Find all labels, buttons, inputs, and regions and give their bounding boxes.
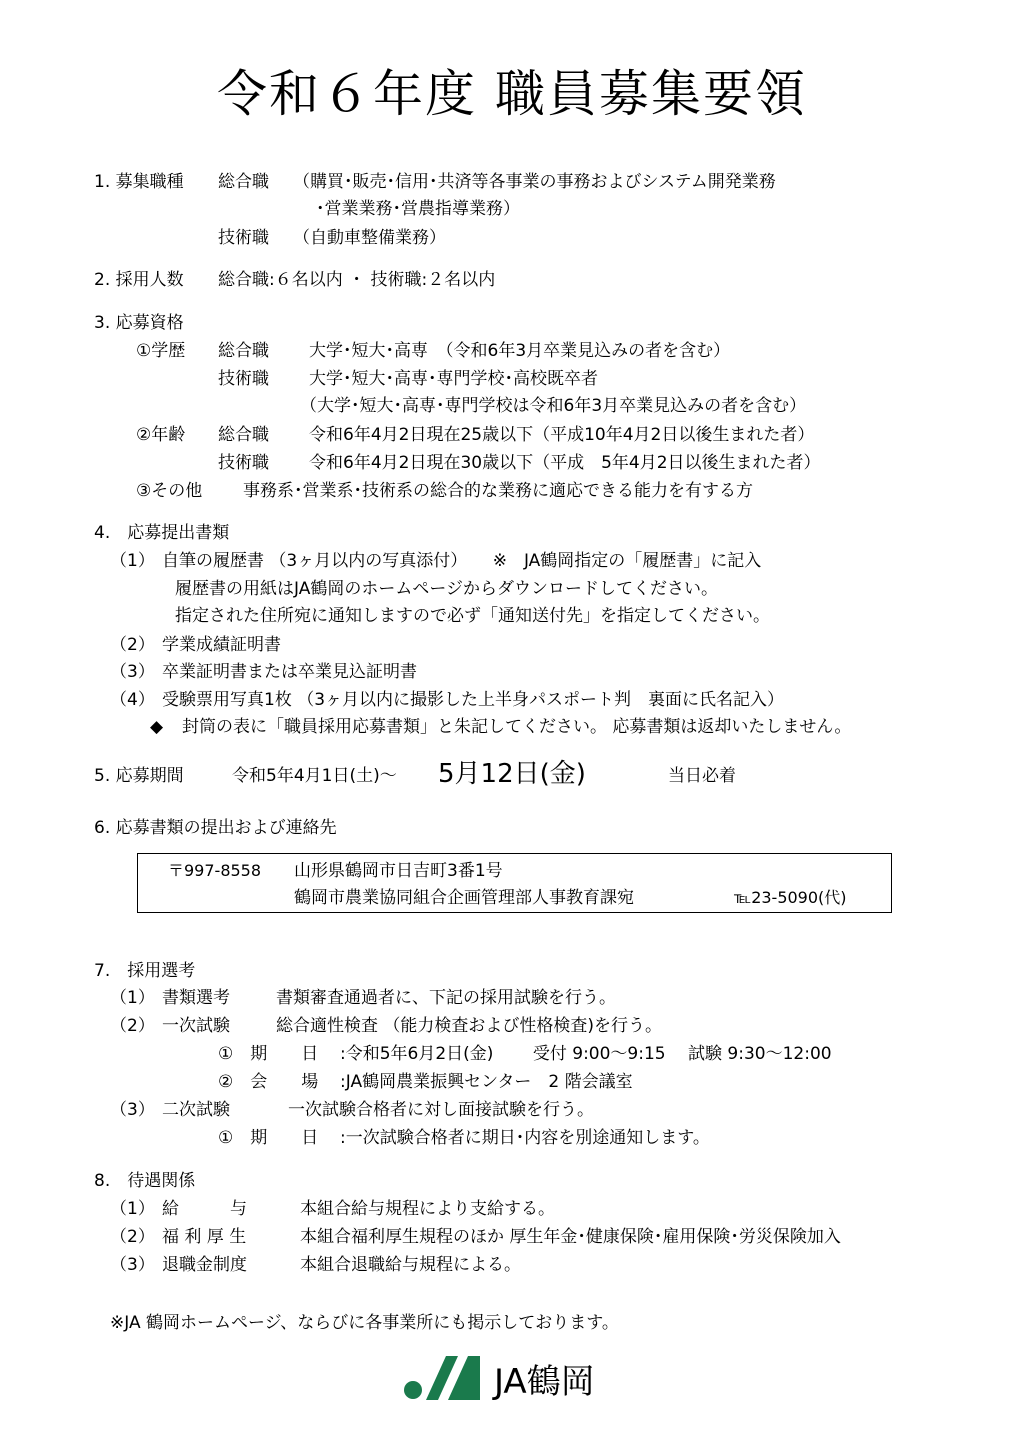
page-title: 令和６年度 職員募集要領 — [217, 65, 807, 123]
select-2-label: 一次試験 — [162, 1016, 230, 1036]
select-2-text: 総合適性検査 （能力検査および性格検査)を行う。 — [276, 1016, 663, 1036]
doc-2-text: 学業成績証明書 — [162, 635, 281, 655]
job-general-desc: （購買･販売･信用･共済等各事業の事務およびシステム開発業務 — [293, 172, 776, 192]
job-tech-desc: （自動車整備業務） — [293, 228, 446, 248]
section-1-heading: 1. 募集職種 — [94, 172, 184, 192]
select-1-num: （1） — [110, 988, 155, 1008]
select-3-text: 一次試験合格者に対し面接試験を行う。 — [288, 1100, 594, 1120]
select-3-label: 二次試験 — [162, 1100, 230, 1120]
logo-text: JA鶴岡 — [494, 1362, 595, 1402]
select-2-venue: :JA鶴岡農業振興センター 2 階会議室 — [340, 1072, 633, 1092]
doc-1-sub1: 履歴書の用紙はJA鶴岡のホームページからダウンロードしてください。 — [175, 579, 719, 599]
section-4-heading: 4. 応募提出書類 — [94, 523, 230, 543]
benefit-3-text: 本組合退職給与規程による。 — [300, 1255, 521, 1275]
doc-4-num: （4） — [110, 690, 155, 710]
select-2-num: （2） — [110, 1016, 155, 1036]
select-2-venue-label: ② 会 場 — [218, 1072, 319, 1092]
footer-note: ※JA 鶴岡ホームページ、ならびに各事業所にも掲示しております。 — [110, 1313, 619, 1333]
other-text: 事務系･営業系･技術系の総合的な業務に適応できる能力を有する方 — [243, 481, 753, 501]
doc-1-text: 自筆の履歴書 （3ヶ月以内の写真添付） ※ JA鶴岡指定の「履歴書」に記入 — [162, 551, 762, 571]
job-tech-label: 技術職 — [218, 228, 269, 248]
select-2-date-label: ① 期 日 — [218, 1044, 319, 1064]
benefit-3-num: （3） — [110, 1255, 155, 1275]
contact-address: 山形県鶴岡市日吉町3番1号 — [294, 861, 503, 881]
section-7-heading: 7. 採用選考 — [94, 961, 196, 981]
edu-general-text: 大学･短大･高専 （令和6年3月卒業見込みの者を含む） — [309, 341, 731, 361]
age-general-text: 令和6年4月2日現在25歳以下（平成10年4月2日以後生まれた者） — [309, 425, 815, 445]
section-5-heading: 5. 応募期間 — [94, 766, 184, 786]
benefit-2-text: 本組合福利厚生規程のほか 厚生年金･健康保険･雇用保険･労災保険加入 — [300, 1227, 841, 1247]
select-1-text: 書類審査通過者に、下記の採用試験を行う。 — [276, 988, 616, 1008]
doc-4-text: 受験票用写真1枚 （3ヶ月以内に撮影した上半身パスポート判 裏面に氏名記入） — [162, 690, 785, 710]
benefit-2-label: 福 利 厚 生 — [162, 1227, 247, 1247]
doc-2-num: （2） — [110, 635, 155, 655]
section-3-heading: 3. 応募資格 — [94, 313, 184, 333]
age-tech-text: 令和6年4月2日現在30歳以下（平成 5年4月2日以後生まれた者） — [309, 453, 821, 473]
benefit-2-num: （2） — [110, 1227, 155, 1247]
benefit-1-num: （1） — [110, 1199, 155, 1219]
benefit-3-label: 退職金制度 — [162, 1255, 247, 1275]
doc-3-num: （3） — [110, 662, 155, 682]
select-3-num: （3） — [110, 1100, 155, 1120]
benefit-1-text: 本組合給与規程により支給する。 — [300, 1199, 555, 1219]
section-8-heading: 8. 待遇関係 — [94, 1171, 196, 1191]
select-3-date-label: ① 期 日 — [218, 1128, 319, 1148]
period-start: 令和5年4月1日(土)～ — [232, 766, 397, 786]
select-3-date: :一次試験合格者に期日･内容を別途通知します。 — [340, 1128, 710, 1148]
edu-label: ①学歴 — [136, 341, 186, 361]
period-end: 5月12日(金) — [438, 759, 586, 789]
period-note: 当日必着 — [668, 766, 736, 786]
contact-org: 鶴岡市農業協同組合企画管理部人事教育課宛 — [294, 888, 634, 908]
edu-tech-text: 大学･短大･高専･専門学校･高校既卒者 — [309, 369, 598, 389]
job-general-desc-cont: ･営業業務･営農指導業務） — [316, 199, 520, 219]
contact-tel: ℡23-5090(代) — [734, 888, 847, 907]
section-6-heading: 6. 応募書類の提出および連絡先 — [94, 818, 337, 838]
doc-3-text: 卒業証明書または卒業見込証明書 — [162, 662, 417, 682]
doc-note-text: 封筒の表に「職員採用応募書類」と朱記してください。 応募書類は返却いたしません。 — [182, 717, 852, 737]
postal-code: 〒997-8558 — [168, 861, 262, 880]
select-2-date: :令和5年6月2日(金) 受付 9:00～9:15 試験 9:30～12:00 — [340, 1044, 832, 1064]
headcount-text: 総合職:６名以内 ・ 技術職:２名以内 — [218, 270, 496, 290]
doc-1-sub2: 指定された住所宛に通知しますので必ず「通知送付先」を指定してください。 — [175, 606, 770, 626]
edu-tech-note: （大学･短大･高専･専門学校は令和6年3月卒業見込みの者を含む） — [300, 396, 807, 416]
select-1-label: 書類選考 — [162, 988, 230, 1008]
age-general-label: 総合職 — [218, 425, 269, 445]
age-label: ②年齢 — [136, 425, 186, 445]
edu-general-label: 総合職 — [218, 341, 269, 361]
ja-tsuruoka-logo — [402, 1352, 642, 1412]
diamond-icon: ◆ — [150, 717, 164, 737]
job-general-label: 総合職 — [218, 172, 269, 192]
section-2-heading: 2. 採用人数 — [94, 270, 184, 290]
ja-logo-mark-icon — [402, 1352, 486, 1402]
edu-tech-label: 技術職 — [218, 369, 269, 389]
age-tech-label: 技術職 — [218, 453, 269, 473]
doc-1-num: （1） — [110, 551, 155, 571]
benefit-1-label: 給 与 — [162, 1199, 247, 1219]
other-label: ③その他 — [136, 481, 203, 501]
